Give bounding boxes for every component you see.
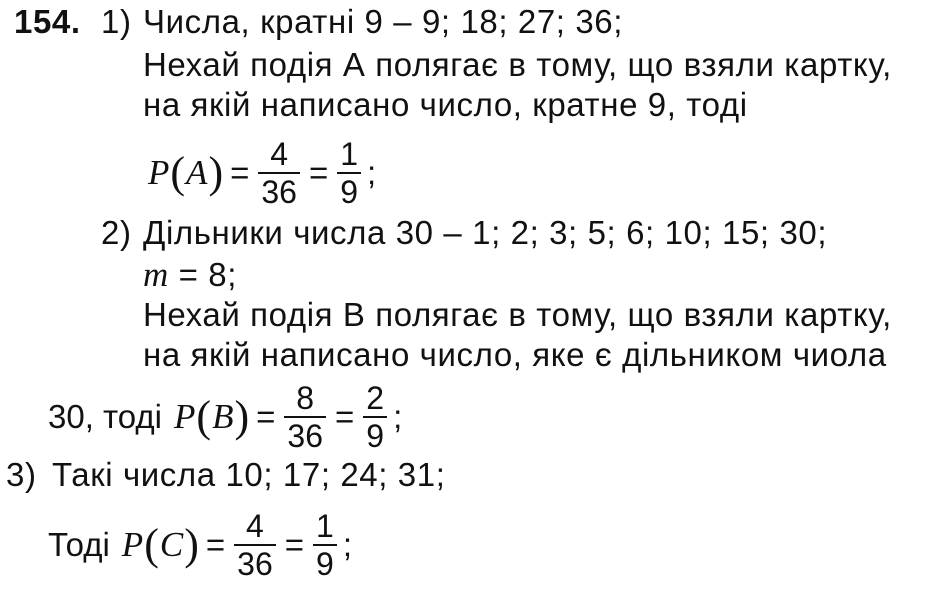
numerator: 1	[340, 136, 359, 172]
open-paren: (	[144, 520, 159, 569]
denominator: 36	[287, 418, 323, 454]
equals-sign: =	[308, 154, 329, 191]
fraction	[258, 136, 300, 210]
numerator: 8	[296, 380, 315, 416]
part3-line1: Такі числа 10; 17; 24; 31;	[52, 456, 446, 493]
probability-symbol: P	[148, 153, 170, 192]
m-variable: m	[143, 255, 169, 294]
equals-sign: =	[205, 526, 226, 563]
fraction	[313, 508, 337, 582]
denominator: 36	[261, 174, 297, 210]
m-value: = 8;	[178, 256, 238, 293]
fraction	[363, 380, 387, 454]
part2-m-line	[143, 255, 237, 295]
problem-number: 154.	[14, 3, 81, 40]
equals-sign: =	[230, 154, 250, 191]
semicolon: ;	[393, 398, 403, 435]
fraction	[337, 136, 361, 210]
equals-sign: =	[334, 398, 355, 435]
close-paren: )	[208, 148, 224, 197]
part2-line3: Нехай подія В полягає в тому, що взяли картку,	[143, 296, 892, 333]
open-paren: (	[170, 148, 186, 197]
formula-prefix: 30, тоді	[48, 398, 163, 435]
numerator: 2	[366, 380, 385, 416]
fraction	[284, 380, 326, 454]
part1-formula	[148, 128, 376, 218]
numerator: 4	[246, 508, 264, 544]
close-paren: )	[184, 520, 199, 569]
denominator: 36	[237, 546, 273, 582]
part2-formula	[48, 372, 402, 462]
denominator: 9	[366, 418, 385, 454]
semicolon: ;	[367, 154, 377, 191]
denominator: 9	[340, 174, 359, 210]
numerator: 4	[270, 136, 289, 172]
event-symbol: C	[159, 525, 184, 564]
part2-line4: на якій написано число, яке є дільником чиола	[143, 336, 887, 373]
probability-symbol: P	[121, 525, 144, 564]
part1-line1: Числа, кратні 9 – 9; 18; 27; 36;	[143, 3, 624, 40]
part1-line2: Нехай подія А полягає в тому, що взяли картку,	[143, 46, 892, 83]
open-paren: (	[196, 392, 212, 441]
event-symbol: B	[212, 397, 234, 436]
part2-line1: Дільники числа 30 – 1; 2; 3; 5; 6; 10; 15; 30;	[143, 214, 828, 251]
part1-label: 1)	[101, 3, 132, 40]
equals-sign: =	[284, 526, 305, 563]
part2-label: 2)	[101, 214, 132, 251]
fraction	[234, 508, 276, 582]
part3-formula	[48, 500, 352, 590]
part1-line3: на якій написано число, кратне 9, тоді	[143, 86, 748, 123]
numerator: 1	[316, 508, 334, 544]
part3-label: 3)	[6, 456, 37, 493]
probability-symbol: P	[174, 397, 196, 436]
semicolon: ;	[342, 526, 352, 563]
equals-sign: =	[256, 398, 276, 435]
formula-prefix: Тоді	[48, 526, 110, 563]
denominator: 9	[316, 546, 334, 582]
event-symbol: A	[186, 153, 208, 192]
close-paren: )	[234, 392, 250, 441]
